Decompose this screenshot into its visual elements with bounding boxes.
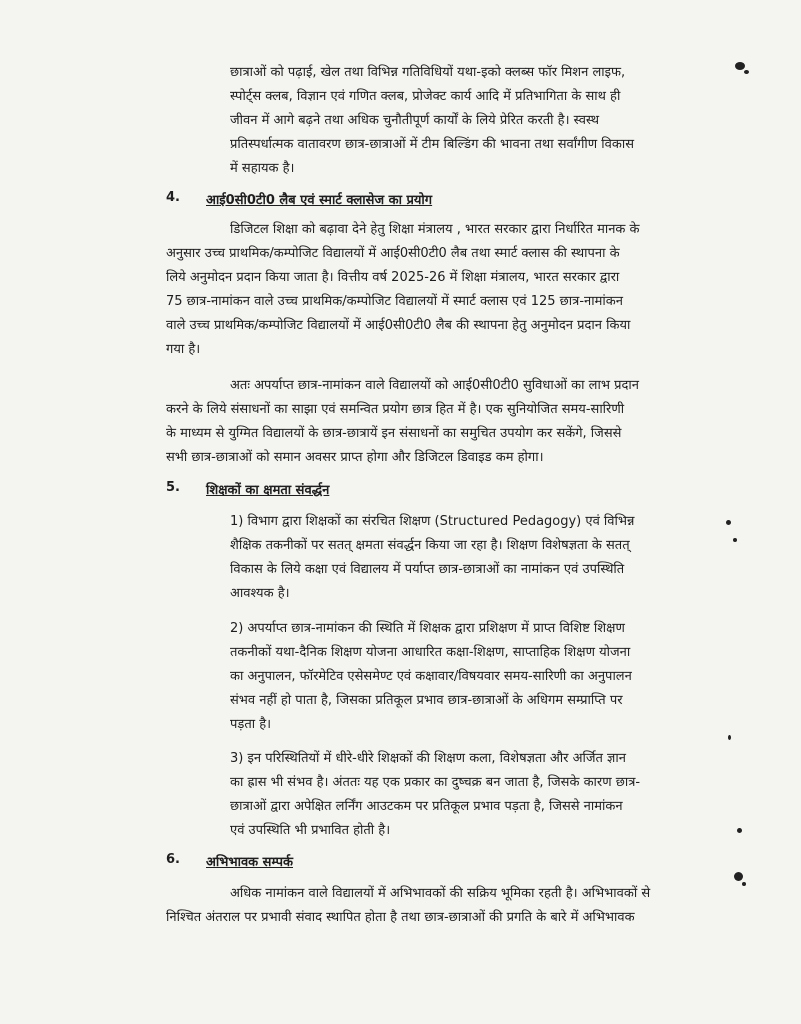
- section-5-number: 5.: [166, 480, 180, 495]
- section-6-para-1-line: निश्चित अंतराल पर प्रभावी संवाद स्थापित होता है तथा छात्र-छात्राओं की प्रगति के बारे में अभिभावक: [166, 910, 635, 925]
- scan-speck: [735, 62, 745, 70]
- section-4-number: 4.: [166, 190, 180, 205]
- section-5-title: शिक्षकों का क्षमता संवर्द्धन: [206, 483, 330, 498]
- section-5-point-2-line: तकनीकों यथा-दैनिक शिक्षण योजना आधारित कक्षा-शिक्षण, साप्ताहिक शिक्षण योजना: [230, 645, 631, 660]
- scan-speck: [742, 882, 746, 886]
- section-5-point-3-line: 3) इन परिस्थितियों में धीरे-धीरे शिक्षकों की शिक्षण कला, विशेषज्ञता और अर्जित ज्ञान: [230, 751, 626, 766]
- scan-speck: [734, 872, 743, 881]
- section-5-point-3-line: का ह्रास भी संभव है। अंततः यह एक प्रकार का दुष्चक्र बन जाता है, जिसके कारण छात्र-: [230, 775, 641, 790]
- scan-speck: [728, 735, 731, 740]
- section-4-para-1-line: अनुसार उच्च प्राथमिक/कम्पोजिट विद्यालयों में आई0सी0टी0 लैब तथा स्मार्ट क्लास की स्थापना के: [166, 246, 620, 261]
- section-4-para-1-line: डिजिटल शिक्षा को बढ़ावा देने हेतु शिक्षा मंत्रालय , भारत सरकार द्वारा निर्धारित मानक के: [230, 222, 640, 237]
- section-4-para-2-line: के माध्यम से युग्मित विद्यालयों के छात्र-छात्रायें इन संसाधनों का समुचित उपयोग कर सकेंगे, जिससे: [166, 426, 622, 441]
- scan-speck: [726, 520, 731, 525]
- section-6-number: 6.: [166, 852, 180, 867]
- scan-speck: [733, 538, 737, 542]
- intro-line: स्पोर्ट्स क्लब, विज्ञान एवं गणित क्लब, प्रोजेक्ट कार्य आदि में प्रतिभागिता के साथ ही: [230, 89, 621, 104]
- section-5-point-1-line: विकास के लिये कक्षा एवं विद्यालय में पर्याप्त छात्र-छात्राओं का नामांकन एवं उपस्थिति: [230, 562, 625, 577]
- scan-speck: [744, 70, 749, 74]
- section-5-point-1-line: आवश्यक है।: [230, 586, 290, 601]
- section-5-point-2-line: का अनुपालन, फॉरमेटिव एसेसमेण्ट एवं कक्षावार/विषयवार समय-सारिणी का अनुपालन: [230, 669, 632, 684]
- intro-line: जीवन में आगे बढ़ने तथा अधिक चुनौतीपूर्ण कार्यों के लिये प्रेरित करती है। स्वस्थ: [230, 113, 600, 128]
- section-4-para-2-line: अतः अपर्याप्त छात्र-नामांकन वाले विद्यालयों को आई0सी0टी0 सुविधाओं का लाभ प्रदान: [230, 378, 639, 393]
- section-4-para-2-line: सभी छात्र-छात्राओं को समान अवसर प्राप्त होगा और डिजिटल डिवाइड कम होगा।: [166, 450, 544, 465]
- section-6-para-1-line: अधिक नामांकन वाले विद्यालयों में अभिभावकों की सक्रिय भूमिका रहती है। अभिभावकों से: [230, 886, 651, 901]
- section-6-title: अभिभावक सम्पर्क: [206, 855, 293, 870]
- intro-line: छात्राओं को पढ़ाई, खेल तथा विभिन्न गतिविधियों यथा-इको क्लब्स फॉर मिशन लाइफ,: [230, 65, 626, 80]
- section-5-point-2-line: 2) अपर्याप्त छात्र-नामांकन की स्थिति में शिक्षक द्वारा प्रशिक्षण में प्राप्त विशिष्ट शिक्षण: [230, 621, 625, 636]
- section-4-para-1-line: 75 छात्र-नामांकन वाले उच्च प्राथमिक/कम्पोजिट विद्यालयों में स्मार्ट क्लास एवं 125 छात्र-नामांकन: [166, 294, 623, 309]
- section-5-point-1-line: 1) विभाग द्वारा शिक्षकों का संरचित शिक्षण (Structured Pedagogy) एवं विभिन्न: [230, 514, 635, 529]
- section-4-para-2-line: करने के लिये संसाधनों का साझा एवं समन्वित प्रयोग छात्र हित में है। एक सुनियोजित समय-सारिणी: [166, 402, 625, 417]
- section-5-point-1-line: शैक्षिक तकनीकों पर सतत् क्षमता संवर्द्धन किया जा रहा है। शिक्षण विशेषज्ञता के सतत्: [230, 538, 630, 553]
- section-4-title: आई0सी0टी0 लैब एवं स्मार्ट क्लासेज का प्रयोग: [206, 193, 433, 208]
- section-5-point-2-line: संभव नहीं हो पाता है, जिसका प्रतिकूल प्रभाव छात्र-छात्राओं के अधिगम सम्प्राप्ति पर: [230, 693, 623, 708]
- intro-line: प्रतिस्पर्धात्मक वातावरण छात्र-छात्राओं में टीम बिल्डिंग की भावना तथा सर्वांगीण विकास: [230, 137, 635, 152]
- section-5-point-2-line: पड़ता है।: [230, 717, 272, 732]
- section-4-para-1-line: वाले उच्च प्राथमिक/कम्पोजिट विद्यालयों में आई0सी0टी0 लैब की स्थापना हेतु अनुमोदन प्रदान किया: [166, 318, 631, 333]
- scan-speck: [737, 828, 742, 833]
- section-5-point-3-line: एवं उपस्थिति भी प्रभावित होती है।: [230, 823, 391, 838]
- section-4-para-1-line: लिये अनुमोदन प्रदान किया जाता है। वित्तीय वर्ष 2025-26 में शिक्षा मंत्रालय, भारत सरकार द्वारा: [166, 270, 620, 285]
- section-4-para-1-line: गया है।: [166, 342, 201, 357]
- intro-line: में सहायक है।: [230, 161, 295, 176]
- section-5-point-3-line: छात्राओं द्वारा अपेक्षित लर्निंग आउटकम पर प्रतिकूल प्रभाव पड़ता है, जिससे नामांकन: [230, 799, 623, 814]
